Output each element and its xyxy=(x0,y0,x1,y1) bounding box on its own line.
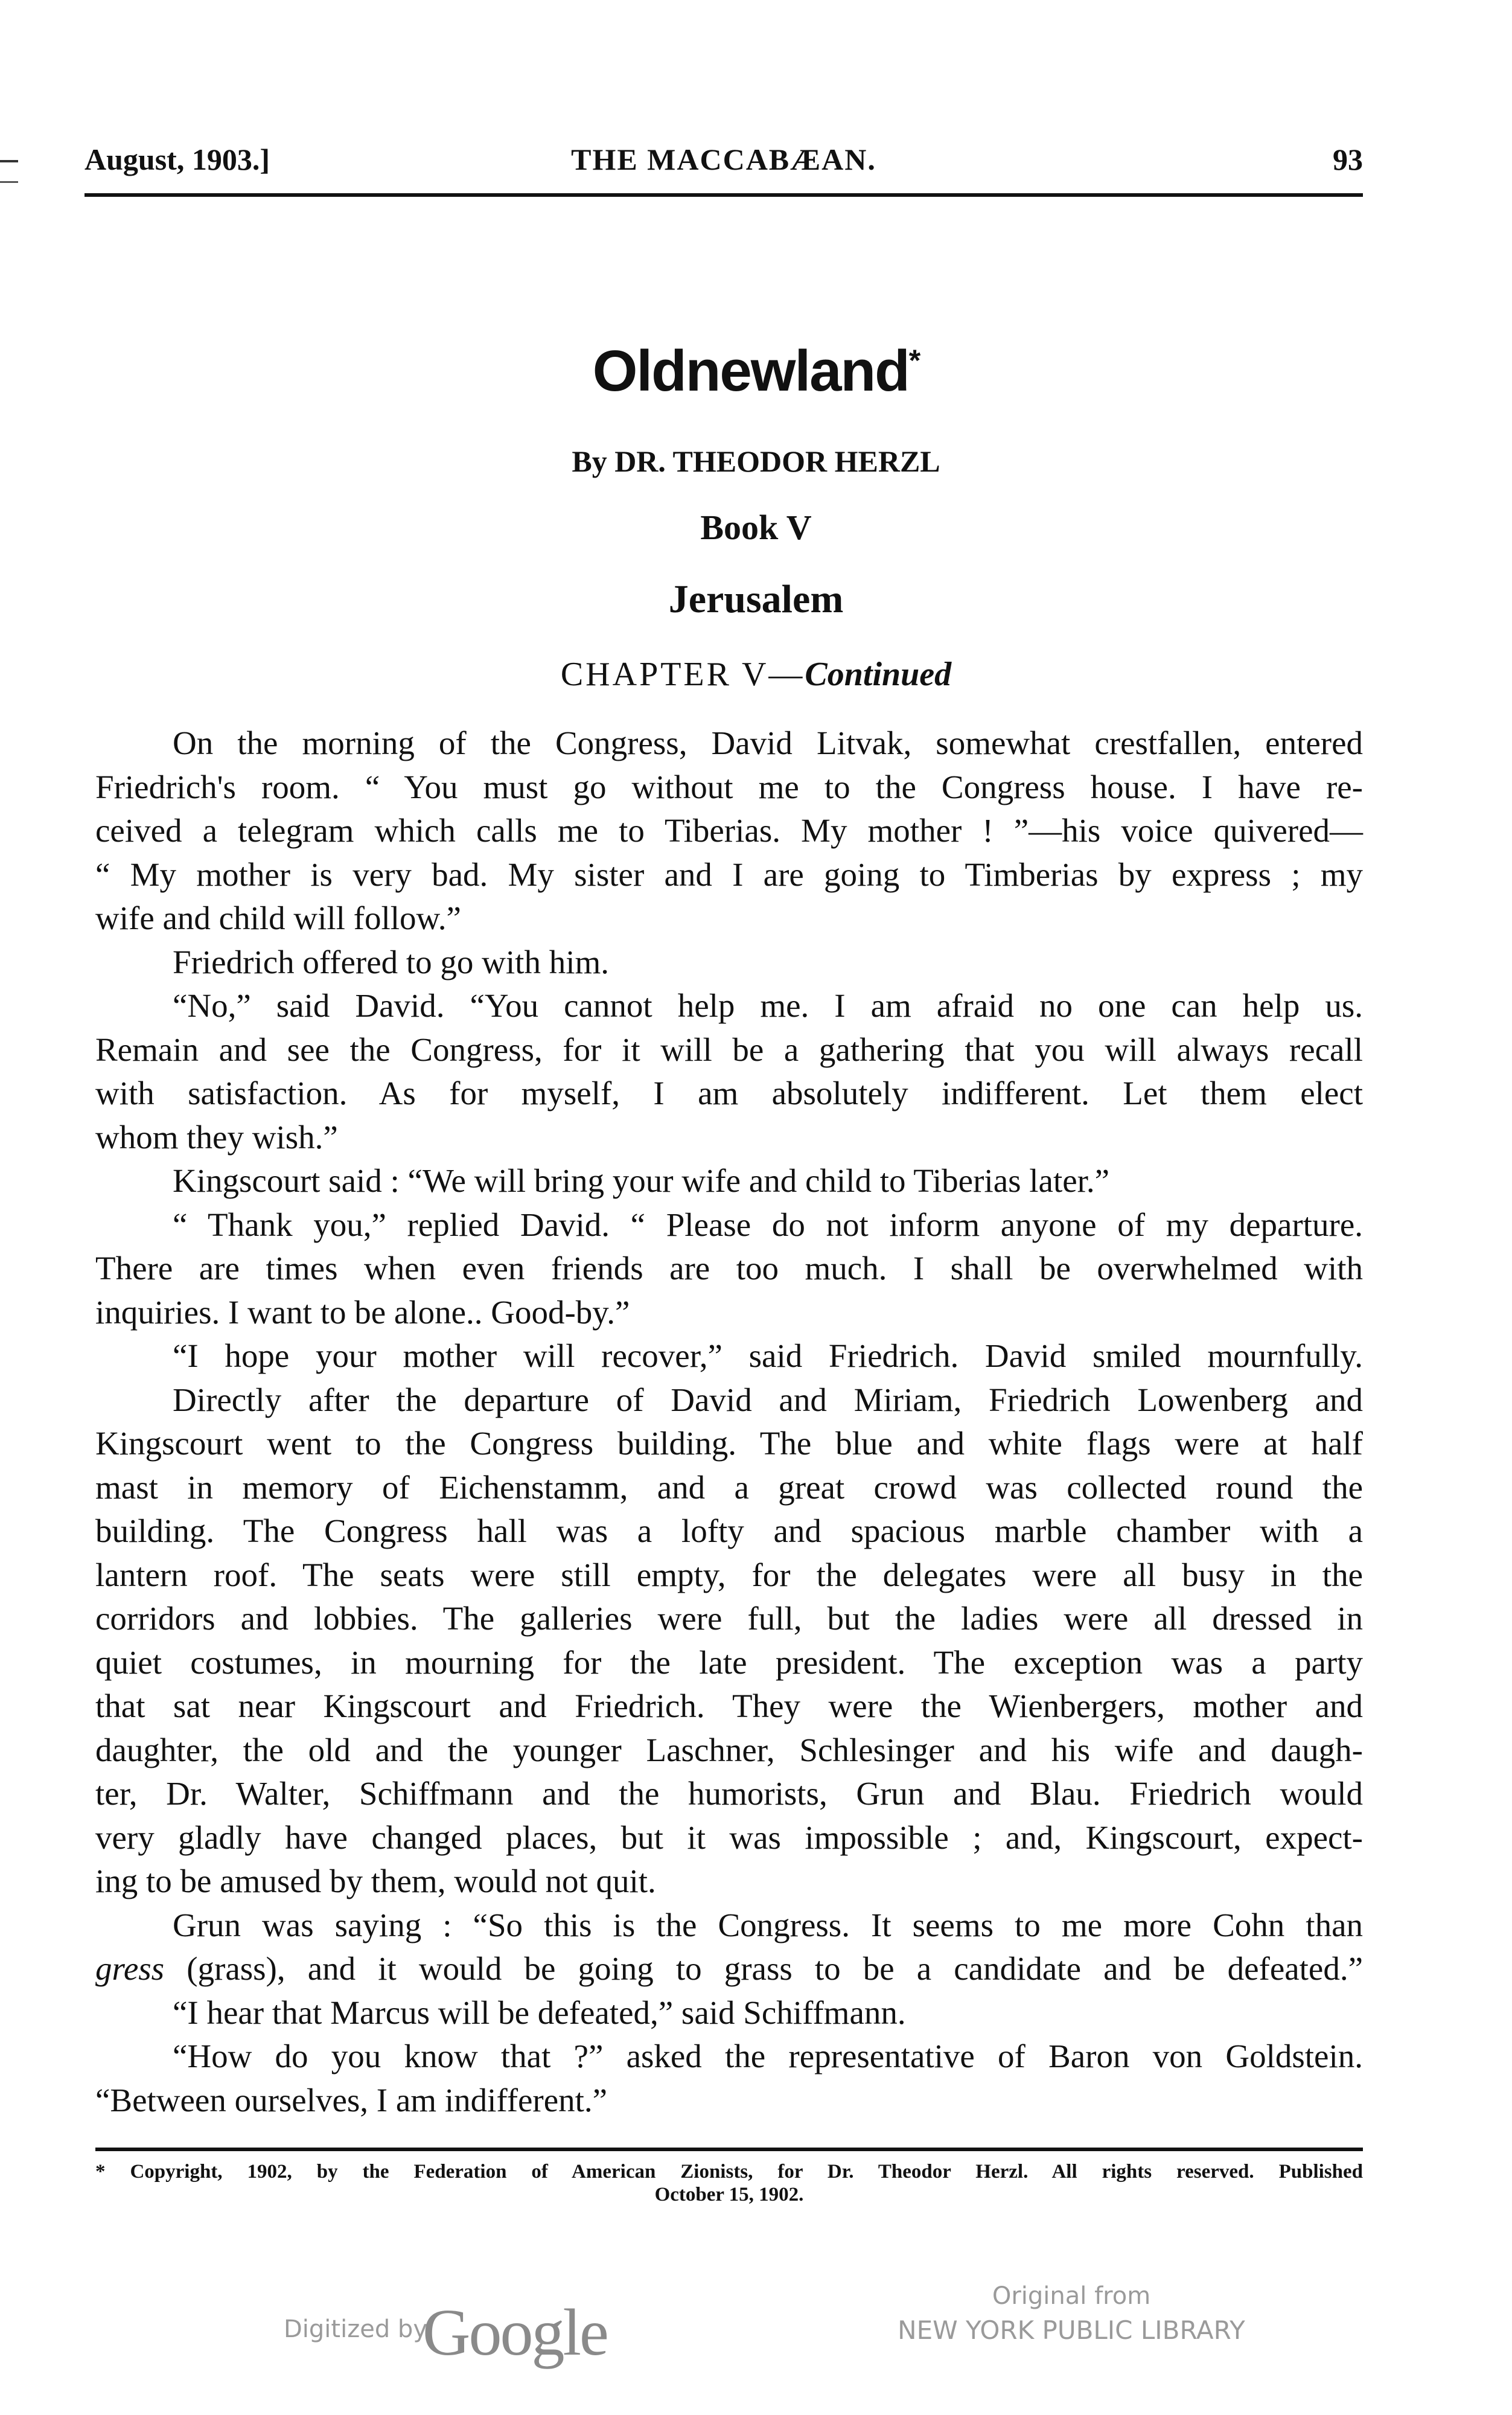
text-line: lantern roof. The seats were still empty, for the delegates were all busy in the xyxy=(95,1556,1363,1593)
running-header xyxy=(85,142,1363,196)
page-number: 93 xyxy=(1333,142,1363,176)
part-heading: Jerusalem xyxy=(668,577,844,621)
text-line: There are times when even friends are too much. I shall be overwhelmed with xyxy=(95,1250,1363,1287)
text-line: “ Thank you,” replied David. “ Please do not inform anyone of my departure. xyxy=(173,1206,1363,1243)
byline: By DR. THEODOR HERZL xyxy=(572,444,940,478)
copyright-footnote xyxy=(95,2160,1363,2206)
margin-mark xyxy=(0,160,18,162)
text-line: gress (grass), and it would be going to grass to be a candidate and be defeated.” xyxy=(95,1950,1363,1987)
digitized-by-label: Digitized by xyxy=(284,2315,427,2343)
text-line: wife and child will follow.” xyxy=(95,900,461,936)
header-rule xyxy=(85,193,1363,197)
article-title xyxy=(0,338,1512,405)
text-line: corridors and lobbies. The galleries were full, but the ladies were all dressed in xyxy=(95,1600,1363,1637)
text-line: Kingscourt went to the Congress building. The blue and white flags were at half xyxy=(95,1425,1363,1462)
text-line: very gladly have changed places, but it was impossible ; and, Kingscourt, expect- xyxy=(95,1818,1363,1856)
margin-mark xyxy=(0,181,18,183)
journal-title: THE MACCABÆAN. xyxy=(571,142,876,176)
text-line: whom they wish.” xyxy=(95,1118,338,1156)
text-line: ceived a telegram which calls me to Tiberias. My mother ! ”—his voice quivered— xyxy=(95,812,1363,849)
text-line: “Between ourselves, I am indifferent.” xyxy=(95,2081,608,2119)
issue-date: August, 1903.] xyxy=(85,142,270,176)
text-line: that sat near Kingscourt and Friedrich. They were the Wienbergers, mother and xyxy=(95,1687,1363,1724)
text-line: inquiries. I want to be alone.. Good-by.” xyxy=(95,1293,630,1331)
footnote-line: * Copyright, 1902, by the Federation of American Zionists, for Dr. Theodor Herzl. All rights reserved. Published xyxy=(95,2161,1363,2183)
text-line: “How do you know that ?” asked the representative of Baron von Goldstein. xyxy=(173,2038,1363,2074)
text-line: daughter, the old and the younger Laschner, Schlesinger and his wife and daugh- xyxy=(95,1731,1363,1768)
text-line: Friedrich offered to go with him. xyxy=(173,943,610,980)
footnote-line: October 15, 1902. xyxy=(654,2184,804,2205)
text-line: quiet costumes, in mourning for the late president. The exception was a party xyxy=(95,1643,1363,1681)
book-heading: Book V xyxy=(700,508,812,547)
text-line: “I hope your mother will recover,” said Friedrich. David smiled mournfully. xyxy=(173,1337,1363,1374)
google-logo: Google xyxy=(423,2295,607,2369)
library-label: NEW YORK PUBLIC LIBRARY xyxy=(898,2315,1245,2345)
text-line: Grun was saying : “So this is the Congress. It seems to me more Cohn than xyxy=(173,1906,1363,1943)
text-line: with satisfaction. As for myself, I am absolutely indifferent. Let them elect xyxy=(95,1075,1363,1112)
text-line: building. The Congress hall was a lofty and spacious marble chamber with a xyxy=(95,1512,1363,1549)
text-line: Kingscourt said : “We will bring your wife and child to Tiberias later.” xyxy=(173,1162,1110,1199)
footnote-marker: * xyxy=(908,344,920,377)
title-text: Oldnewland xyxy=(592,339,909,403)
chapter-suffix: Continued xyxy=(805,656,952,693)
text-line: ing to be amused by them, would not quit. xyxy=(95,1863,656,1899)
text-line: mast in memory of Eichenstamm, and a great crowd was collected round the xyxy=(95,1468,1363,1506)
original-from-label: Original from xyxy=(992,2282,1151,2310)
chapter-heading xyxy=(0,655,1512,694)
text-line: ter, Dr. Walter, Schiffmann and the humorists, Grun and Blau. Friedrich would xyxy=(95,1775,1363,1812)
text-line: “I hear that Marcus will be defeated,” said Schiffmann. xyxy=(173,1994,906,2031)
italic-word: gress xyxy=(95,1950,165,1987)
article-body xyxy=(95,721,1363,2122)
text-line: On the morning of the Congress, David Litvak, somewhat crestfallen, entered xyxy=(173,724,1363,761)
footnote-rule xyxy=(95,2148,1363,2151)
text-line: “No,” said David. “You cannot help me. I am afraid no one can help us. xyxy=(173,987,1363,1024)
text-line: Directly after the departure of David and Miriam, Friedrich Lowenberg and xyxy=(173,1381,1363,1418)
chapter-label: CHAPTER V— xyxy=(560,656,805,693)
text-line: Friedrich's room. “ You must go without me to the Congress house. I have re- xyxy=(95,768,1363,805)
text-line: Remain and see the Congress, for it will be a gathering that you will always recall xyxy=(95,1031,1363,1068)
text-line: “ My mother is very bad. My sister and I are going to Timberias by express ; my xyxy=(95,856,1363,893)
